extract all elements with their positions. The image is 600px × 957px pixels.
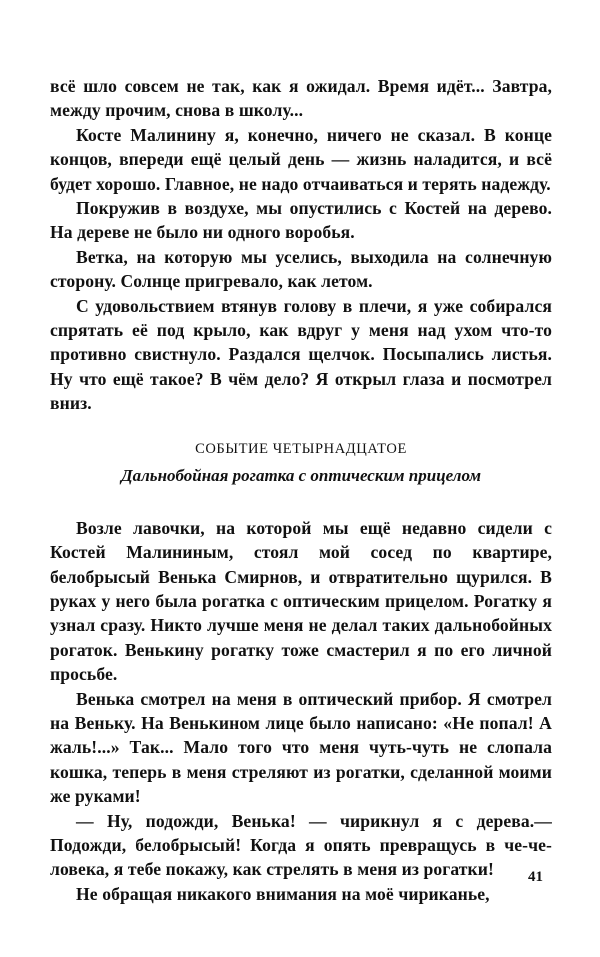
- paragraph-6: Возле лавочки, на которой мы ещё недавно сидели с Костей Малининым, стоял мой сосед по квартире, белобрысый Венька Смирнов, и отвратительно щурился. В руках у него была рогатка с оптическим прицелом. Рогатку я узнал сразу. Никто лучше меня не делал таких дальнобойных рогаток. Венькину рогатку тоже смастерил я по его личной просьбе.: [50, 517, 552, 685]
- paragraph-1: всё шло совсем не так, как я ожидал. Время идёт... Завтра, между прочим, снова в школу...: [50, 76, 552, 121]
- chapter-title: СОБЫТИЕ ЧЕТЫРНАДЦАТОЕ: [195, 440, 407, 457]
- paragraph-2: Косте Малинину я, конечно, ничего не сказал. В конце концов, впереди ещё целый день — жизнь наладится, и всё будет хорошо. Главное, не надо отчаиваться и терять надежду.: [50, 124, 552, 194]
- paragraph-8: — Ну, подожди, Венька! — чирикнул я с дерева.— Подожди, белобрысый! Когда я опять превращусь в че-че-ловека, я тебе покажу, как стрелять в меня из рогатки!: [50, 810, 552, 880]
- chapter-gap: [50, 488, 552, 516]
- chapter-subtitle: Дальнобойная рогатка с оптическим прицелом: [120, 465, 482, 485]
- paragraph-7: Венька смотрел на меня в оптический прибор. Я смотрел на Веньку. На Венькином лице было написано: «Не попал! А жаль!...» Так... Мало того что меня чуть-чуть не слопала кошка, теперь в меня стреляют из рогатки, сделанной моими же руками!: [50, 688, 552, 807]
- page-number: 41: [528, 869, 543, 885]
- book-page: [50, 74, 552, 906]
- paragraph-3: Покружив в воздухе, мы опустились с Костей на дерево. На дереве не было ни одного воробья.: [50, 198, 552, 243]
- paragraph-4: Ветка, на которую мы уселись, выходила на солнечную сторону. Солнце пригревало, как летом.: [50, 246, 552, 292]
- paragraph-5: С удовольствием втянув голову в плечи, я уже собирался спрятать её под крыло, как вдруг у меня над ухом что-то противно свистнуло. Раздался щелчок. Посыпались листья. Ну что ещё такое? В чём дело? Я открыл глаза и посмотрел вниз.: [50, 295, 552, 414]
- paragraph-9: Не обращая никакого внимания на моё чириканье,: [76, 883, 490, 904]
